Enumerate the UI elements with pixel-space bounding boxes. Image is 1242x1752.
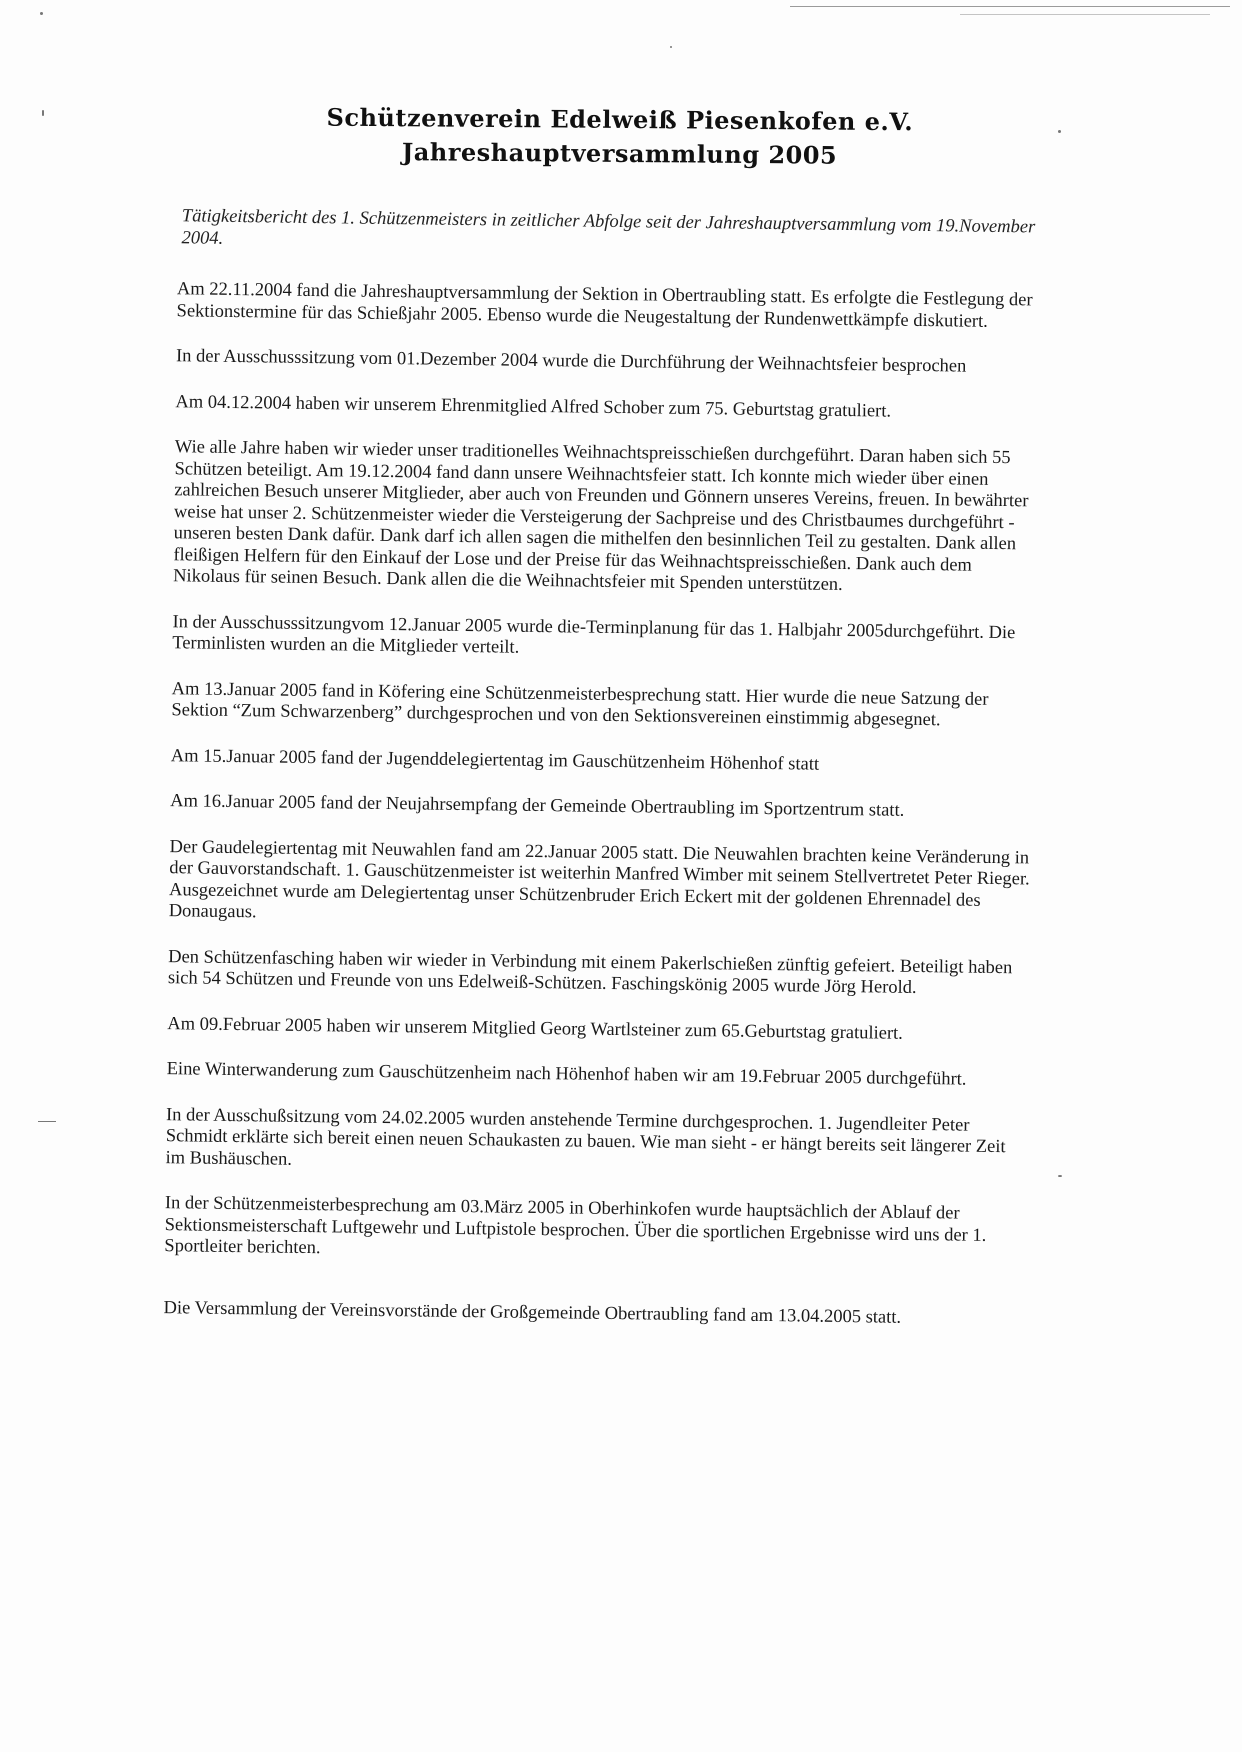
report-paragraph: In der Ausschusssitzung vom 01.Dezember 2004 wurde die Durchführung der Weihnachtsfeier besprochen: [175, 346, 967, 377]
scan-artifact-line: [960, 14, 1210, 15]
report-paragraph: Die Versammlung der Vereinsvorstände der Großgemeinde Obertraubling fand am 13.04.2005 statt.: [163, 1297, 902, 1328]
scan-speck: [1058, 130, 1061, 133]
report-paragraph: In der Ausschußsitzung vom 24.02.2005 wurden anstehende Termine durchgesprochen. 1. Jugendleiter Peter Schmidt erklärte sich bereit einen neuen Schaukasten zu bauen. Wie man sieht - er hängt bereits seit längerer Zeit im Bushäuschen.: [165, 1104, 1006, 1170]
report-paragraph: Wie alle Jahre haben wir wieder unser traditionelles Weihnachtspreisschießen durchgeführt. Daran haben sich 55 Schützen beteiligt. Am 19.12.2004 fand dann unsere Weihnachtsfeier statt. Ich konnte mich wieder über einen zahlreichen Besuch unserer Mitglieder, aber auch von Freunden und Gönnern unseres Vereins, freuen. In bewährter weise hat unser 2. Schützenmeister wieder die Versteigerung der Sachpreise und des Christbaumes durchgeführt - unseren besten Dank dafür. Dank darf ich allen sagen die mithelfen den besinnlichen Teil zu gestalten. Dank allen fleißigen Helfern für den Einkauf der Lose und der Preise für das Weihnachtspreisschießen. Dank auch dem Nikolaus für seinen Besuch. Dank allen die die Weihnachtsfeier mit Spenden unterstützen.: [173, 437, 1029, 595]
intro-text: Tätigkeitsbericht des 1. Schützenmeisters in zeitlicher Abfolge seit der Jahreshauptversammlung vom 19.November 2004.: [181, 206, 1036, 249]
scan-artifact-line: [790, 6, 1230, 7]
report-paragraph: In der Ausschusssitzungvom 12.Januar 2005 wurde die-Terminplanung für das 1. Halbjahr 2005durchgeführt. Die Terminlisten wurden an die Mitglieder verteilt.: [172, 611, 1016, 658]
title-line-club: Schützenverein Edelweiß Piesenkofen e.V.: [326, 102, 914, 137]
report-paragraph: Eine Winterwanderung zum Gauschützenheim nach Höhenhof haben wir am 19.Februar 2005 durchgeführt.: [166, 1059, 967, 1090]
report-paragraph: Am 16.Januar 2005 fand der Neujahrsempfang der Gemeinde Obertraubling im Sportzentrum statt.: [170, 791, 905, 821]
scan-speck: [670, 46, 672, 48]
report-paragraph: In der Schützenmeisterbesprechung am 03.März 2005 in Oberhinkofen wurde hauptsächlich der Ablauf der Sektionsmeisterschaft Luftgewehr und Luftpistole besprochen. Über die sportlichen Ergebnisse wird uns der 1. Sportleiter berichten.: [164, 1193, 987, 1259]
scan-speck: [40, 12, 43, 15]
report-paragraph: Den Schützenfasching haben wir wieder in Verbindung mit einem Pakerlschießen zünftig gefeiert. Beteiligt haben sich 54 Schützen und Freunde von uns Edelweiß-Schützen. Faschingskönig 2005 wurde Jörg Herold.: [167, 946, 1013, 998]
scan-speck: [38, 1121, 56, 1122]
title-line-meeting: Jahreshauptversammlung 2005: [401, 137, 838, 170]
report-body: [145, 205, 1040, 1354]
scan-speck: [1058, 1175, 1062, 1177]
report-paragraph: Am 09.Februar 2005 haben wir unserem Mitglied Georg Wartlsteiner zum 65.Geburtstag gratuliert.: [167, 1013, 903, 1044]
report-paragraph: Am 15.Januar 2005 fand der Jugenddelegiertentag im Gauschützenheim Höhenhof statt: [170, 745, 820, 775]
report-paragraph: Der Gaudelegiertentag mit Neuwahlen fand am 22.Januar 2005 statt. Die Neuwahlen brachten keine Veränderung in der Gauvorstandschaft. 1. Gauschützenmeister ist weiterhin Manfred Wimber mit seinem Stellvertretet Peter Rieger. Ausgezeichnet wurde am Delegiertentag unser Schützenbruder Erich Eckert mit der goldenen Ehrennadel des Donaugaus.: [168, 836, 1030, 923]
document-title: [249, 100, 990, 174]
report-paragraph: Am 04.12.2004 haben wir unserem Ehrenmitglied Alfred Schober zum 75. Geburtstag gratuliert.: [175, 391, 892, 422]
report-paragraph: Am 22.11.2004 fand die Jahreshauptversammlung der Sektion in Obertraubling statt. Es erfolgte die Festlegung der Sektionstermine für das Schießjahr 2005. Ebenso wurde die Neugestaltung der Rundenwettkämpfe diskutiert.: [176, 279, 1033, 332]
scan-speck: [42, 110, 44, 116]
report-paragraph: Am 13.Januar 2005 fand in Köfering eine Schützenmeisterbesprechung statt. Hier wurde die neue Satzung der Sektion “Zum Schwarzenberg” durchgesprochen und von den Sektionsvereinen einstimmig abgesegnet.: [171, 678, 989, 731]
